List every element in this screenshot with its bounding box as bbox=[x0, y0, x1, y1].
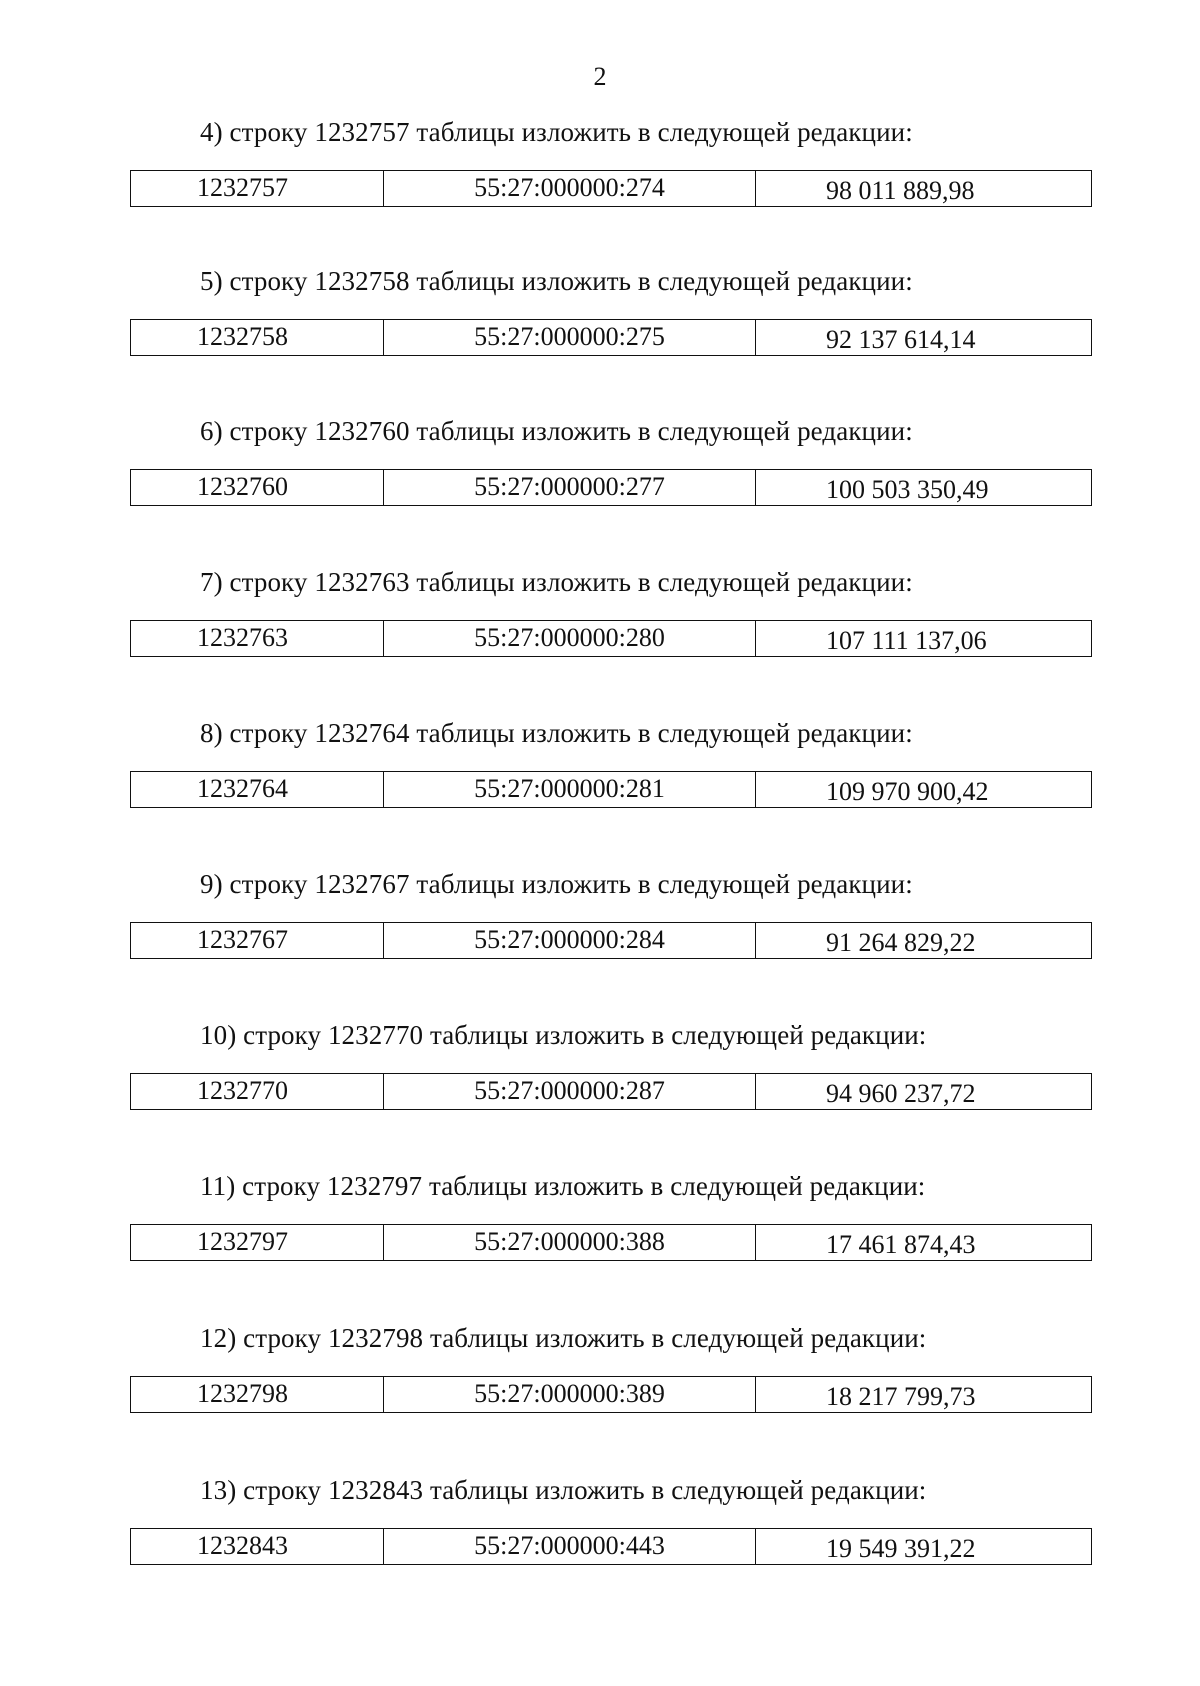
cadastral-value-cell: 98 011 889,98 bbox=[826, 176, 975, 205]
table-row bbox=[130, 1528, 1092, 1565]
cadastral-number-cell: 55:27:000000:277 bbox=[384, 470, 756, 505]
cadastral-number-cell: 55:27:000000:388 bbox=[384, 1225, 756, 1260]
table-row bbox=[130, 1073, 1092, 1110]
cadastral-number-cell: 55:27:000000:287 bbox=[384, 1074, 756, 1109]
cadastral-number-cell: 55:27:000000:281 bbox=[384, 772, 756, 807]
row-number-cell: 1232763 bbox=[131, 621, 384, 656]
cadastral-value-cell: 107 111 137,06 bbox=[826, 626, 987, 655]
table-row bbox=[130, 1224, 1092, 1261]
cadastral-value-cell: 109 970 900,42 bbox=[826, 777, 989, 806]
table-row bbox=[130, 1376, 1092, 1413]
table-row bbox=[130, 469, 1092, 506]
amendment-instruction: 8) строку 1232764 таблицы изложить в следующей редакции: bbox=[200, 718, 913, 748]
row-number-cell: 1232757 bbox=[131, 171, 384, 206]
page-number: 2 bbox=[593, 62, 607, 91]
amendment-instruction: 4) строку 1232757 таблицы изложить в следующей редакции: bbox=[200, 117, 913, 147]
row-number-cell: 1232758 bbox=[131, 320, 384, 355]
amendment-instruction: 5) строку 1232758 таблицы изложить в следующей редакции: bbox=[200, 266, 913, 296]
cadastral-value-cell: 17 461 874,43 bbox=[826, 1230, 976, 1259]
row-number-cell: 1232797 bbox=[131, 1225, 384, 1260]
table-row bbox=[130, 771, 1092, 808]
row-number-cell: 1232764 bbox=[131, 772, 384, 807]
amendment-instruction: 10) строку 1232770 таблицы изложить в следующей редакции: bbox=[200, 1020, 927, 1050]
cadastral-value-cell: 92 137 614,14 bbox=[826, 325, 976, 354]
cadastral-value-cell: 94 960 237,72 bbox=[826, 1079, 976, 1108]
table-row bbox=[130, 922, 1092, 959]
table-row bbox=[130, 319, 1092, 356]
amendment-instruction: 12) строку 1232798 таблицы изложить в следующей редакции: bbox=[200, 1323, 927, 1353]
cadastral-number-cell: 55:27:000000:275 bbox=[384, 320, 756, 355]
amendment-instruction: 9) строку 1232767 таблицы изложить в следующей редакции: bbox=[200, 869, 913, 899]
table-row bbox=[130, 620, 1092, 657]
cadastral-value-cell: 18 217 799,73 bbox=[826, 1382, 976, 1411]
row-number-cell: 1232798 bbox=[131, 1377, 384, 1412]
amendment-instruction: 7) строку 1232763 таблицы изложить в следующей редакции: bbox=[200, 567, 913, 597]
table-row bbox=[130, 170, 1092, 207]
cadastral-value-cell: 100 503 350,49 bbox=[826, 475, 989, 504]
amendment-instruction: 11) строку 1232797 таблицы изложить в следующей редакции: bbox=[200, 1171, 926, 1201]
cadastral-number-cell: 55:27:000000:389 bbox=[384, 1377, 756, 1412]
cadastral-value-cell: 19 549 391,22 bbox=[826, 1534, 976, 1563]
cadastral-number-cell: 55:27:000000:274 bbox=[384, 171, 756, 206]
amendment-instruction: 6) строку 1232760 таблицы изложить в следующей редакции: bbox=[200, 416, 913, 446]
cadastral-value-cell: 91 264 829,22 bbox=[826, 928, 976, 957]
amendment-instruction: 13) строку 1232843 таблицы изложить в следующей редакции: bbox=[200, 1475, 927, 1505]
row-number-cell: 1232843 bbox=[131, 1529, 384, 1564]
row-number-cell: 1232770 bbox=[131, 1074, 384, 1109]
cadastral-number-cell: 55:27:000000:443 bbox=[384, 1529, 756, 1564]
row-number-cell: 1232760 bbox=[131, 470, 384, 505]
row-number-cell: 1232767 bbox=[131, 923, 384, 958]
cadastral-number-cell: 55:27:000000:284 bbox=[384, 923, 756, 958]
cadastral-number-cell: 55:27:000000:280 bbox=[384, 621, 756, 656]
